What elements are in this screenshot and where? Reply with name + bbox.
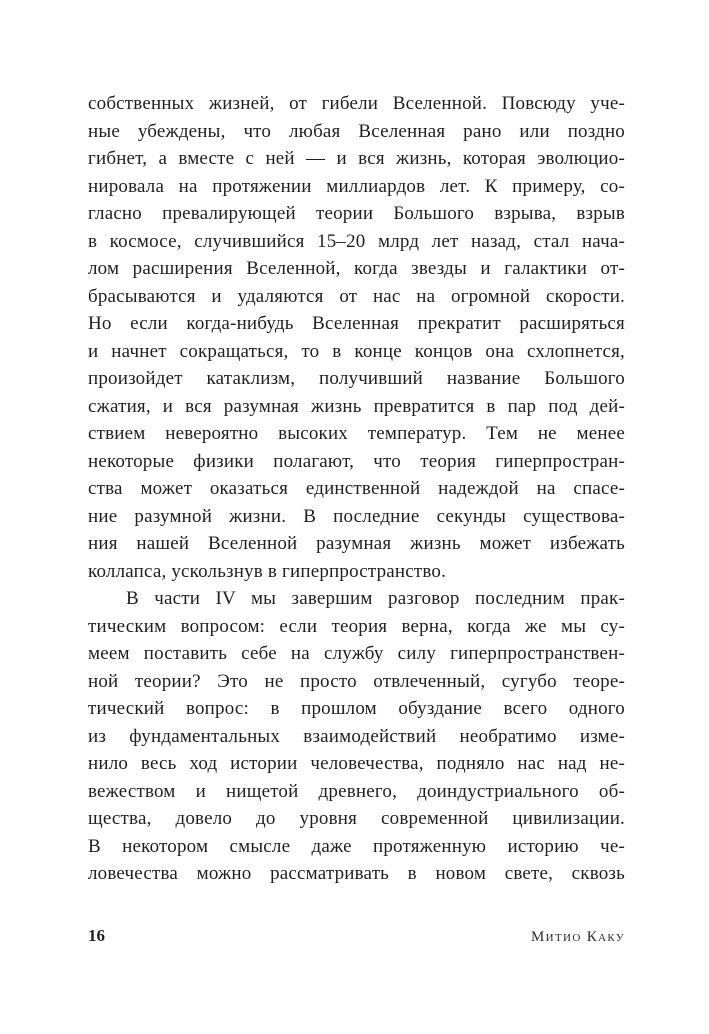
- text-line: нило весь ход истории человечества, подняло нас над не-: [88, 753, 625, 774]
- text-line: ловечества можно рассматривать в новом свете, сквозь: [88, 863, 625, 884]
- text-line: и начнет сокращаться, то в конце концов она схлопнется,: [88, 340, 625, 362]
- text-line: гибнет, а вместе с ней — и вся жизнь, которая эволюцио-: [88, 148, 625, 169]
- text-line: собственных жизней, от гибели Вселенной. Повсюду уче-: [88, 93, 625, 114]
- paragraph: [88, 90, 625, 585]
- text-line: лом расширения Вселенной, когда звезды и галактики от-: [88, 258, 625, 279]
- text-line: ния нашей Вселенной разумная жизнь может избежать: [88, 533, 625, 554]
- text-line: в космосе, случившийся 15–20 млрд лет назад, стал нача-: [88, 230, 625, 252]
- text-line: тическим вопросом: если теория верна, когда же мы су-: [88, 615, 625, 637]
- text-line: Но если когда-нибудь Вселенная прекратит расширяться: [88, 313, 625, 334]
- text-line: ной теории? Это не просто отвлеченный, сугубо теоре-: [88, 670, 625, 692]
- text-line: В некотором смысле даже протяженную историю че-: [88, 835, 625, 857]
- text-line: тический вопрос: в прошлом обуздание всего одного: [88, 698, 625, 719]
- text-line: ние разумной жизни. В последние секунды существова-: [88, 505, 625, 527]
- text-line: некоторые физики полагают, что теория гиперпростран-: [88, 450, 625, 472]
- text-line: нировала на протяжении миллиардов лет. К примеру, со-: [88, 175, 625, 197]
- text-line: произойдет катаклизм, получивший название Большого: [88, 368, 625, 389]
- text-line: ства может оказаться единственной надеждой на спасе-: [88, 478, 625, 499]
- text-line: щества, довело до уровня современной цивилизации.: [88, 808, 625, 829]
- text-line: меем поставить себе на службу силу гиперпространствен-: [88, 643, 625, 664]
- text-line: брасываются и удаляются от нас на огромной скорости.: [88, 285, 625, 307]
- text-line: из фундаментальных взаимодействий необратимо изме-: [88, 725, 625, 747]
- text-line: сжатия, и вся разумная жизнь превратится в пар под дей-: [88, 395, 625, 417]
- text-line: ствием невероятно высоких температур. Тем не менее: [88, 423, 625, 444]
- text-line: ные убеждены, что любая Вселенная рано или поздно: [88, 120, 625, 142]
- text-line: коллапса, ускользнув в гиперпространство.: [88, 560, 447, 582]
- body-text: [88, 90, 625, 888]
- text-line: вежеством и нищетой древнего, доиндустриального об-: [88, 780, 625, 802]
- text-line: гласно превалирующей теории Большого взрыва, взрыв: [88, 203, 625, 224]
- text-line: В части IV мы завершим разговор последним прак-: [126, 588, 625, 609]
- page-number: 16: [88, 926, 105, 945]
- page-footer: [88, 926, 625, 946]
- running-author: Митио Каку: [531, 929, 625, 945]
- paragraph: [88, 585, 625, 888]
